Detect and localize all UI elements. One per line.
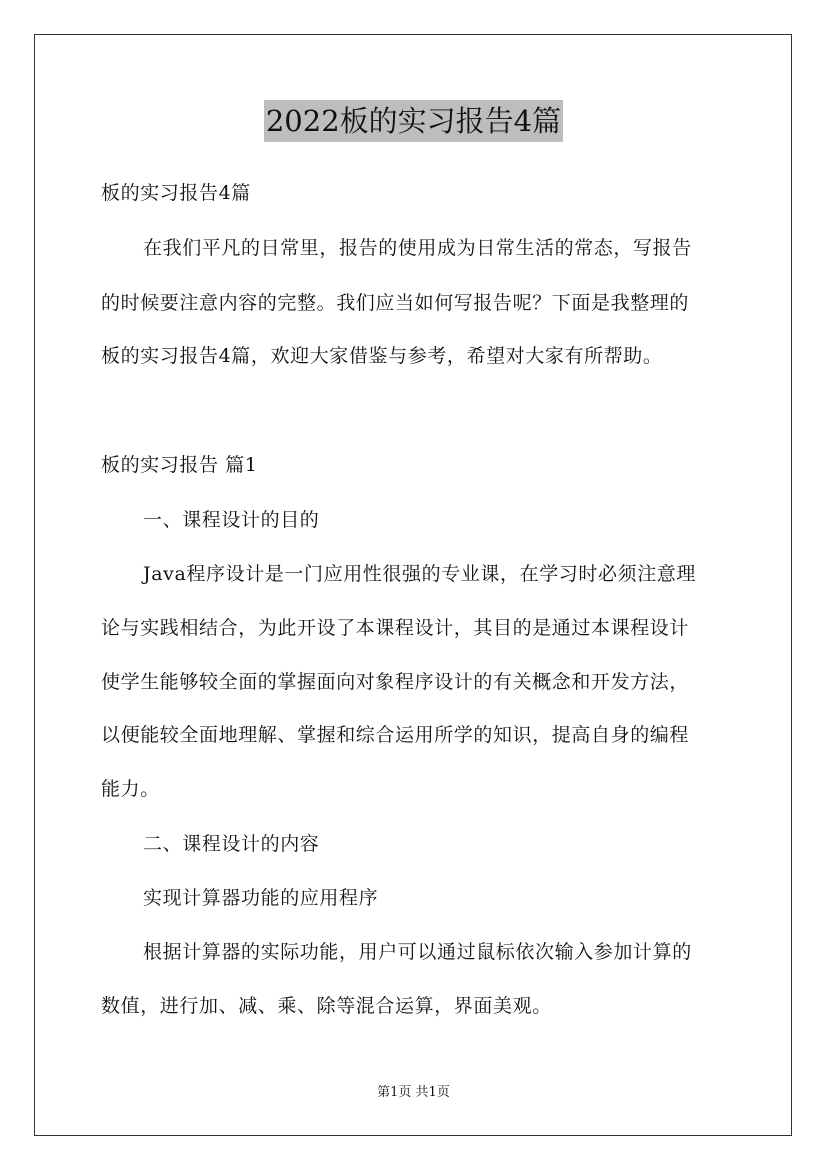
part2-subheading: 实现计算器功能的应用程序 xyxy=(143,887,379,909)
document-subtitle: 板的实习报告4篇 xyxy=(101,182,251,204)
title-container xyxy=(0,100,827,142)
intro-line-3: 板的实习报告4篇，欢迎大家借鉴与参考，希望对大家有所帮助。 xyxy=(101,345,663,367)
part2-heading: 二、课程设计的内容 xyxy=(143,833,320,855)
intro-line-2: 的时候要注意内容的完整。我们应当如何写报告呢？下面是我整理的 xyxy=(101,292,690,314)
part2-line-1: 根据计算器的实际功能，用户可以通过鼠标依次输入参加计算的 xyxy=(143,941,692,963)
part1-heading: 一、课程设计的目的 xyxy=(143,509,320,531)
part1-line-2: 论与实践相结合，为此开设了本课程设计，其目的是通过本课程设计 xyxy=(101,617,690,639)
section-heading: 板的实习报告 篇1 xyxy=(101,454,258,476)
part1-line-5: 能力。 xyxy=(101,778,160,800)
part1-line-4: 以便能较全面地理解、掌握和综合运用所学的知识，提高自身的编程 xyxy=(101,724,690,746)
intro-line-1: 在我们平凡的日常里，报告的使用成为日常生活的常态，写报告 xyxy=(143,237,692,259)
part1-line-3: 使学生能够较全面的掌握面向对象程序设计的有关概念和开发方法， xyxy=(101,671,690,693)
page-footer: 第1页 共1页 xyxy=(377,1085,450,1100)
document-title: 2022板的实习报告4篇 xyxy=(264,100,563,142)
part2-line-2: 数值，进行加、减、乘、除等混合运算，界面美观。 xyxy=(101,995,552,1017)
part1-line-1: Java程序设计是一门应用性很强的专业课，在学习时必须注意理 xyxy=(143,563,697,585)
